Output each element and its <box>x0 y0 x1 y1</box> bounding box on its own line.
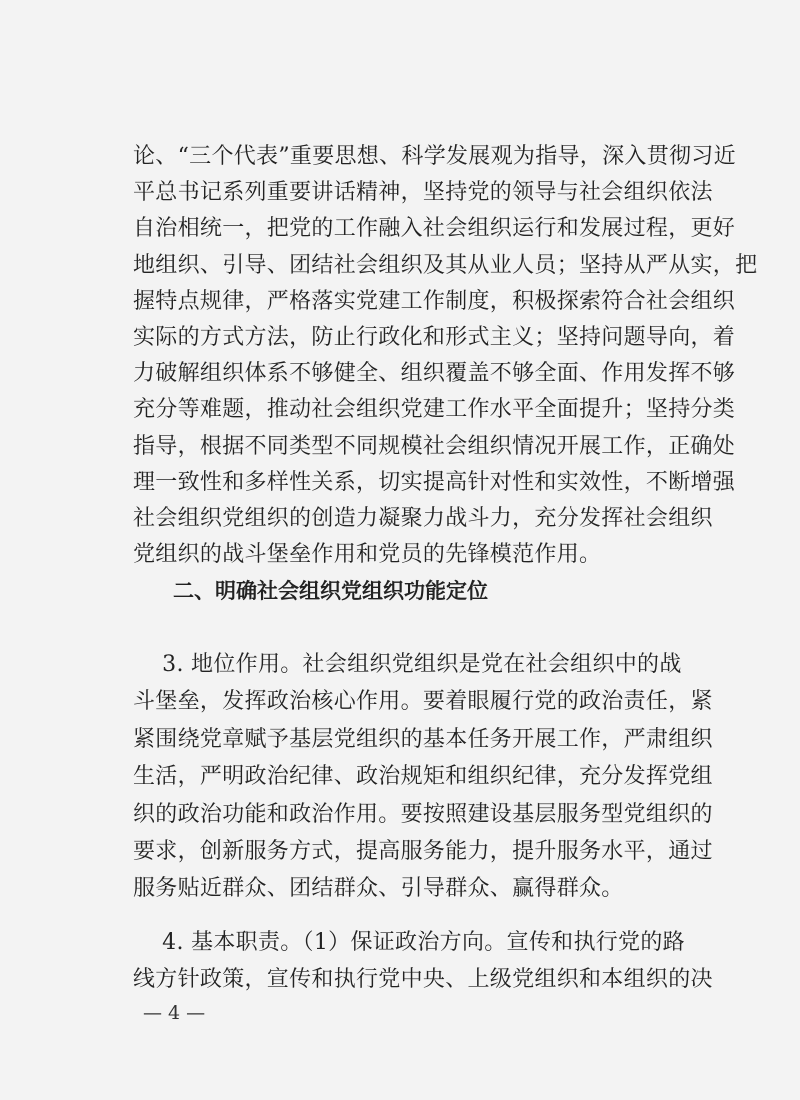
text-line: 织的政治功能和政治作用。要按照建设基层服务型党组织的 <box>133 801 713 827</box>
text-line: 4. 基本职责。（1）保证政治方向。宣传和执行党的路 <box>133 930 685 955</box>
paragraph-1 <box>133 139 758 609</box>
paragraph-3 <box>133 925 713 998</box>
text-line: 紧围绕党章赋予基层党组织的基本任务开展工作，严肃组织 <box>133 726 713 752</box>
text-line: 自治相统一，把党的工作融入社会组织运行和发展过程，更好 <box>133 216 736 242</box>
text-line: 斗堡垒，发挥政治核心作用。要着眼履行党的政治责任，紧 <box>133 689 713 715</box>
text-line: 3. 地位作用。社会组织党组织是党在社会组织中的战 <box>133 652 682 677</box>
text-line: 要求，创新服务方式，提高服务能力，提升服务水平，通过 <box>133 838 713 864</box>
text-line: 线方针政策，宣传和执行党中央、上级党组织和本组织的决 <box>133 966 713 992</box>
text-line: 指导，根据不同类型不同规模社会组织情况开展工作，正确处 <box>133 433 736 459</box>
text-line: 平总书记系列重要讲话精神，坚持党的领导与社会组织依法 <box>133 180 713 206</box>
text-line: 握特点规律，严格落实党建工作制度，积极探索符合社会组织 <box>133 288 736 314</box>
paragraph-2 <box>133 646 713 908</box>
text-line: 论、“三个代表”重要思想、科学发展观为指导，深入贯彻习近 <box>133 144 736 169</box>
text-line: 理一致性和多样性关系，切实提高针对性和实效性，不断增强 <box>133 469 736 495</box>
text-line: 生活，严明政治纪律、政治规矩和组织纪律，充分发挥党组 <box>133 764 713 790</box>
text-line: 服务贴近群众、团结群众、引导群众、赢得群众。 <box>133 876 624 902</box>
section-heading: 二、明确社会组织党组织功能定位 <box>173 579 488 604</box>
page-number: — 4 — <box>143 1002 206 1024</box>
text-line: 实际的方式方法，防止行政化和形式主义；坚持问题导向，着 <box>133 324 736 350</box>
text-line: 社会组织党组织的创造力凝聚力战斗力，充分发挥社会组织 <box>133 505 713 531</box>
text-line: 地组织、引导、团结社会组织及其从业人员；坚持从严从实，把 <box>133 252 758 278</box>
text-line: 党组织的战斗堡垒作用和党员的先锋模范作用。 <box>133 542 602 568</box>
text-line: 充分等难题，推动社会组织党建工作水平全面提升；坚持分类 <box>133 397 736 423</box>
text-line: 力破解组织体系不够健全、组织覆盖不够全面、作用发挥不够 <box>133 361 736 387</box>
